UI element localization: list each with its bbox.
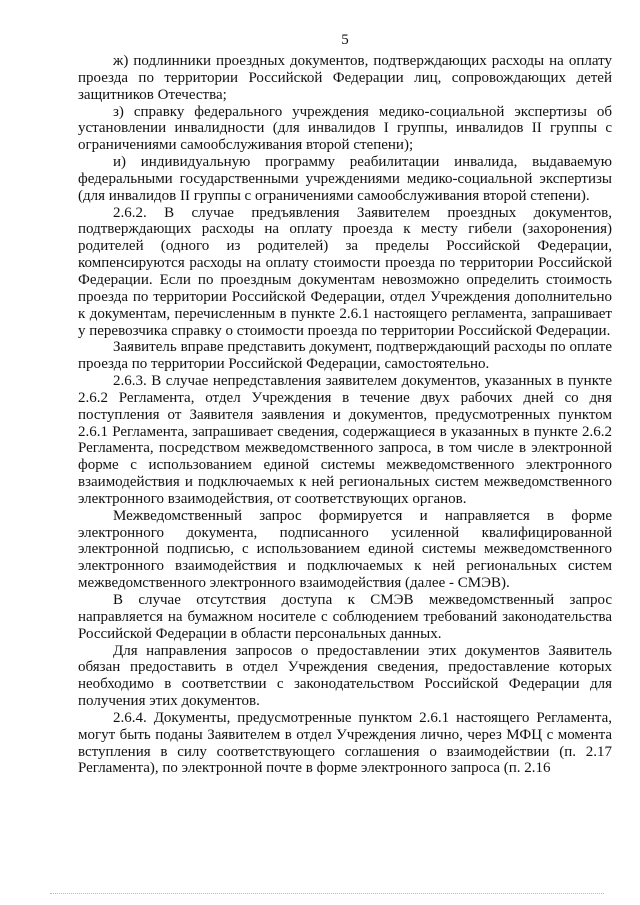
paragraph-applicant-right: Заявитель вправе представить документ, подтверждающий расходы по оплате проезда по территории Российской Федерации, самостоятельно.: [78, 339, 612, 373]
paragraph-request-info: Для направления запросов о предоставлении этих документов Заявитель обязан предоставить в отдел Учреждения сведения, предоставление которых необходимо в соответствии с законодательством Российской Федерации для получения этих документов.: [78, 642, 612, 710]
paragraph-clause-2-6-3: 2.6.3. В случае непредставления заявителем документов, указанных в пункте 2.6.2 Регламента, отдел Учреждения в течение двух рабочих дней со дня поступления от Заявителя заявления и документов, предусмотренных пунктом 2.6.1 Регламента, запрашивает сведения, содержащиеся в указанных в пункте 2.6.2 Регламента, посредством межведомственного запроса, в том числе в электронной форме с использованием единой системы межведомственного электронного взаимодействия и подключаемых к ней региональных систем межведомственного электронного взаимодействия, от соответствующих органов.: [78, 373, 612, 507]
paragraph-clause-2-6-2: 2.6.2. В случае предъявления Заявителем проездных документов, подтверждающих расходы на оплату проезда к месту гибели (захоронения) родителей (одного из родителей) за пределы Российской Федерации, компенсируются расходы на оплату стоимости проезда по территории Российской Федерации. Если по проездным документам невозможно определить стоимость проезда по территории Российской Федерации, отдел Учреждения дополнительно к документам, перечисленным в пункте 2.6.1 настоящего регламента, запрашивает у перевозчика справку о стоимости проезда по территории Российской Федерации.: [78, 204, 612, 339]
document-body: [78, 53, 612, 777]
paragraph-item-z: з) справку федерального учреждения медико-социальной экспертизы об установлении инвалидности (для инвалидов I группы, инвалидов II группы с ограничениями самообслуживания второй степени);: [78, 103, 612, 154]
paragraph-clause-2-6-4: 2.6.4. Документы, предусмотренные пунктом 2.6.1 настоящего Регламента, могут быть поданы Заявителем в отдел Учреждения лично, через МФЦ с момента вступления в силу соответствующего соглашения о взаимодействии (п. 2.17 Регламента), по электронной почте в форме электронного запроса (п. 2.16: [78, 709, 612, 777]
paragraph-no-smev-access: В случае отсутствия доступа к СМЭВ межведомственный запрос направляется на бумажном носителе с соблюдением требований законодательства Российской Федерации в области персональных данных.: [78, 592, 612, 642]
page-bottom-divider: [50, 893, 604, 894]
paragraph-interagency-request: Межведомственный запрос формируется и направляется в форме электронного документа, подписанного усиленной квалифицированной электронной подписью, с использованием единой системы межведомственного электронного взаимодействия и подключаемых к ней региональных систем межведомственного электронного взаимодействия (далее - СМЭВ).: [78, 507, 612, 592]
page-number: 5: [341, 32, 349, 48]
paragraph-item-zh: ж) подлинники проездных документов, подтверждающих расходы на оплату проезда по территории Российской Федерации лиц, сопровождающих детей защитников Отечества;: [78, 53, 612, 103]
paragraph-item-i: и) индивидуальную программу реабилитации инвалида, выдаваемую федеральными государственными учреждениями медико-социальной экспертизы (для инвалидов II группы с ограничениями самообслуживания второй степени).: [78, 154, 612, 204]
